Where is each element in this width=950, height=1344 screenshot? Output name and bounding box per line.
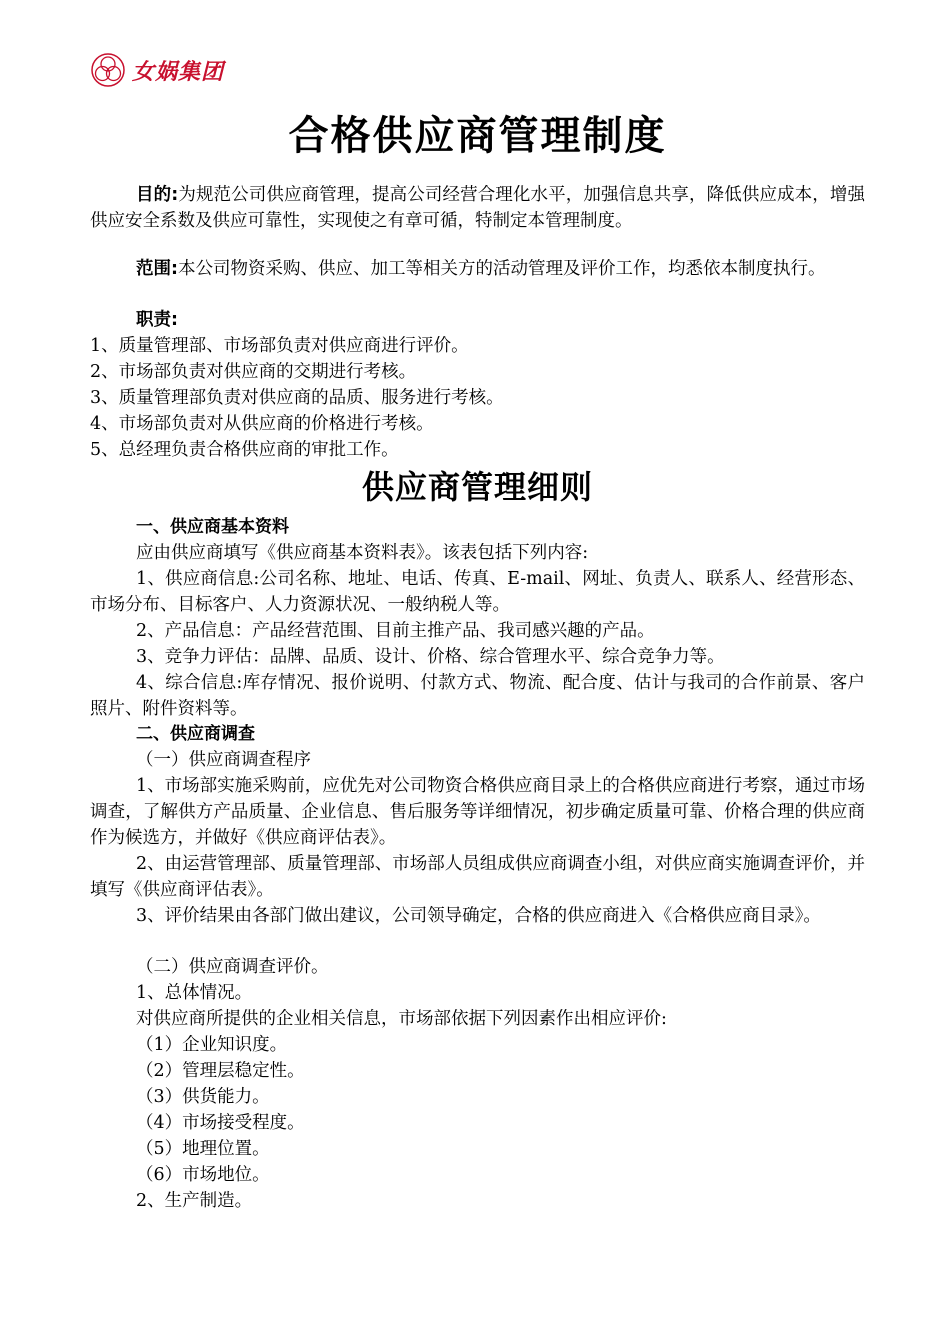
factor-item: （2）管理层稳定性。: [136, 1061, 305, 1081]
factor-item: （1）企业知识度。: [136, 1035, 288, 1055]
factor-item: （6）市场地位。: [136, 1165, 270, 1185]
section-title: 供应商管理细则: [361, 468, 593, 506]
purpose-label: 目的:: [136, 185, 179, 205]
scope-paragraph: [90, 256, 865, 282]
duty-item: 4、市场部负责对从供应商的价格进行考核。: [90, 414, 434, 434]
purpose-paragraph: [90, 182, 865, 234]
subsection-heading: （一）供应商调查程序: [136, 750, 311, 770]
section-heading: 二、供应商调查: [136, 724, 255, 744]
subsection-heading: （二）供应商调查评价。: [136, 957, 329, 977]
brand-logo: [90, 52, 224, 88]
list-item: 3、竞争力评估：品牌、品质、设计、价格、综合管理水平、综合竞争力等。: [136, 647, 725, 667]
duty-item: 2、市场部负责对供应商的交期进行考核。: [90, 362, 417, 382]
purpose-text: 为规范公司供应商管理，提高公司经营合理化水平，加强信息共享，降低供应成本，增强供应安全系数及供应可靠性，实现使之有章可循，特制定本管理制度。: [90, 185, 865, 231]
list-item: 3、评价结果由各部门做出建议，公司领导确定，合格的供应商进入《合格供应商目录》。: [136, 906, 821, 926]
section-intro: 应由供应商填写《供应商基本资料表》。该表包括下列内容:: [136, 543, 589, 563]
scope-text: 本公司物资采购、供应、加工等相关方的活动管理及评价工作，均悉依本制度执行。: [178, 259, 826, 279]
list-item: 1、总体情况。: [136, 983, 253, 1003]
factor-item: （4）市场接受程度。: [136, 1113, 305, 1133]
duty-item: 5、总经理负责合格供应商的审批工作。: [90, 440, 399, 460]
list-item: 2、产品信息：产品经营范围、目前主推产品、我司感兴趣的产品。: [136, 621, 655, 641]
scope-label: 范围:: [136, 259, 178, 279]
section-heading: 一、供应商基本资料: [136, 517, 289, 537]
duty-item: 1、质量管理部、市场部负责对供应商进行评价。: [90, 336, 469, 356]
brand-emblem-icon: [90, 52, 126, 88]
document-body: [90, 100, 865, 1214]
duties-label: 职责:: [136, 310, 178, 330]
list-item: 1、供应商信息:公司名称、地址、电话、传真、E-mail、网址、负责人、联系人、经营形态、市场分布、目标客户、人力资源状况、一般纳税人等。: [90, 569, 865, 615]
list-item: 1、市场部实施采购前，应优先对公司物资合格供应商目录上的合格供应商进行考察，通过市场调查，了解供方产品质量、企业信息、售后服务等详细情况，初步确定质量可靠、价格合理的供应商作为候选方，并做好《供应商评估表》。: [90, 776, 865, 848]
brand-name: 女娲集团: [132, 58, 225, 85]
factor-item: （5）地理位置。: [136, 1139, 270, 1159]
list-item: 2、生产制造。: [136, 1191, 253, 1211]
duty-item: 3、质量管理部负责对供应商的品质、服务进行考核。: [90, 388, 504, 408]
page-title: 合格供应商管理制度: [288, 113, 667, 159]
list-item: 4、综合信息:库存情况、报价说明、付款方式、物流、配合度、估计与我司的合作前景、客户照片、附件资料等。: [90, 673, 865, 719]
list-item: 对供应商所提供的企业相关信息，市场部依据下列因素作出相应评价:: [136, 1009, 667, 1029]
list-item: 2、由运营管理部、质量管理部、市场部人员组成供应商调查小组，对供应商实施调查评价，并填写《供应商评估表》。: [90, 854, 865, 900]
factor-item: （3）供货能力。: [136, 1087, 270, 1107]
